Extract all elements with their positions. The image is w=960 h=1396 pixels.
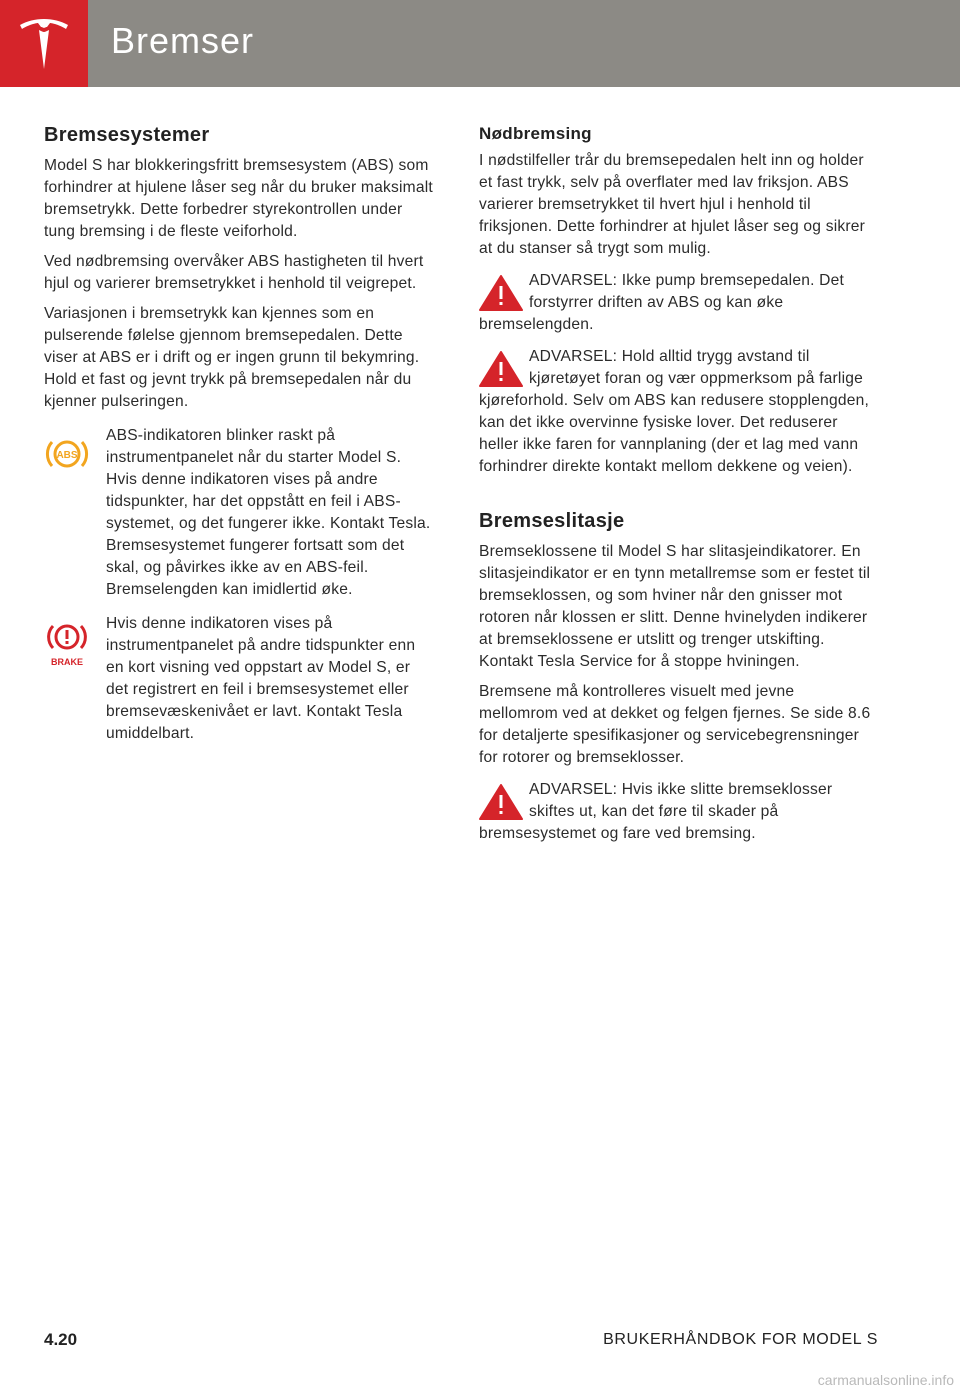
warning-block — [479, 270, 871, 336]
section-heading-emergency-braking: Nødbremsing — [479, 124, 592, 143]
warning-text: ADVARSEL: Ikke pump bremsepedalen. Det forstyrrer driften av ABS og kan øke bremselengden. — [479, 272, 845, 333]
page-title: Bremser — [111, 20, 255, 61]
paragraph: Variasjonen i bremsetrykk kan kjennes som en pulserende følelse gjennom bremsepedalen. Dette viser at ABS er i drift og er ingen grunn til bekymring. Hold et fast og jevnt trykk på bremsepedalen når du kjenner pulseringen. — [44, 305, 420, 410]
right-column — [479, 124, 871, 855]
manual-title: BRUKERHÅNDBOK FOR MODEL S — [603, 1331, 878, 1348]
header-bar — [0, 0, 960, 87]
watermark: carmanualsonline.info — [817, 1372, 954, 1388]
paragraph: Model S har blokkeringsfritt bremsesystem (ABS) som forhindrer at hjulene låser seg når du bruker maksimalt bremsetrykk. Dette forbedrer styrekontrollen under tung bremsing i de fleste veiforhold. — [44, 157, 433, 240]
abs-icon-label: ABS — [56, 450, 78, 461]
left-column — [44, 124, 436, 753]
paragraph: Bremsene må kontrolleres visuelt med jevne mellomrom ved at dekket og felgen fjernes. Se side 8.6 for detaljerte spesifikasjoner og servicebegrensninger for rotorer og bremseklosser. — [479, 683, 871, 766]
paragraph: I nødstilfeller trår du bremsepedalen helt inn og holder et fast trykk, selv på overflater med lav friksjon. ABS varierer bremsetrykket til hvert hjul i henhold til friksjonen. Dette forhindrer at hjulet låser seg og sikrer at du stanser så trygt som mulig. — [479, 152, 866, 257]
tesla-logo-icon — [16, 15, 72, 73]
paragraph: Bremseklossene til Model S har slitasjeindikatorer. En slitasjeindikator er en tynn metallremse som er festet til bremseklossen, og som hviner når den gnisser mot rotoren når klossen er slitt. Denne hvinelyden indikerer at bremseklossene er utslitt og trenger utskifting. Kontakt Tesla Service for å stoppe hviningen. — [479, 543, 871, 670]
tesla-logo — [0, 0, 88, 87]
warning-block — [479, 346, 871, 478]
paragraph: Ved nødbremsing overvåker ABS hastigheten til hvert hjul og varierer bremsetrykket i henhold til veigrepet. — [44, 253, 424, 292]
page-number: 4.20 — [44, 1330, 78, 1349]
warning-triangle-icon — [479, 783, 523, 821]
abs-indicator-block — [44, 425, 436, 601]
warning-text: ADVARSEL: Hvis ikke slitte bremseklosser skiftes ut, kan det føre til skader på bremsesystemet og fare ved bremsing. — [479, 781, 833, 842]
section-heading-brake-wear: Bremseslitasje — [479, 510, 625, 532]
brake-warning-icon — [44, 613, 106, 745]
abs-warning-icon — [44, 425, 106, 601]
section-heading-brake-systems: Bremsesystemer — [44, 124, 210, 146]
warning-text: ADVARSEL: Hold alltid trygg avstand til kjøretøyet foran og vær oppmerksom på farlige kjøreforhold. Selv om ABS kan redusere stopplengden, kan det ikke overvinne fysiske lover. Det reduserer heller ikke faren for vannplaning (der et lag med vann forhindrer direkte kontakt mellom dekkene og veien). — [479, 348, 870, 475]
brake-icon-label: BRAKE — [50, 657, 84, 667]
warning-block — [479, 779, 871, 845]
brake-indicator-text: Hvis denne indikatoren vises på instrumentpanelet på andre tidspunkter enn en kort visning ved oppstart av Model S, er det registrert en feil i bremsesystemet eller bremsevæskenivået er lavt. Kontakt Tesla umiddelbart. — [106, 615, 416, 742]
warning-triangle-icon — [479, 350, 523, 388]
warning-triangle-icon — [479, 274, 523, 312]
abs-indicator-text: ABS-indikatoren blinker raskt på instrumentpanelet når du starter Model S. Hvis denne indikatoren vises på andre tidspunkter, har det oppstått en feil i ABS-systemet, og det fungerer ikke. Kontakt Tesla. Bremsesystemet fungerer fortsatt som det skal, og påvirkes ikke av en ABS-feil. Bremselengden kan imidlertid øke. — [106, 427, 431, 598]
brake-indicator-block — [44, 613, 436, 745]
